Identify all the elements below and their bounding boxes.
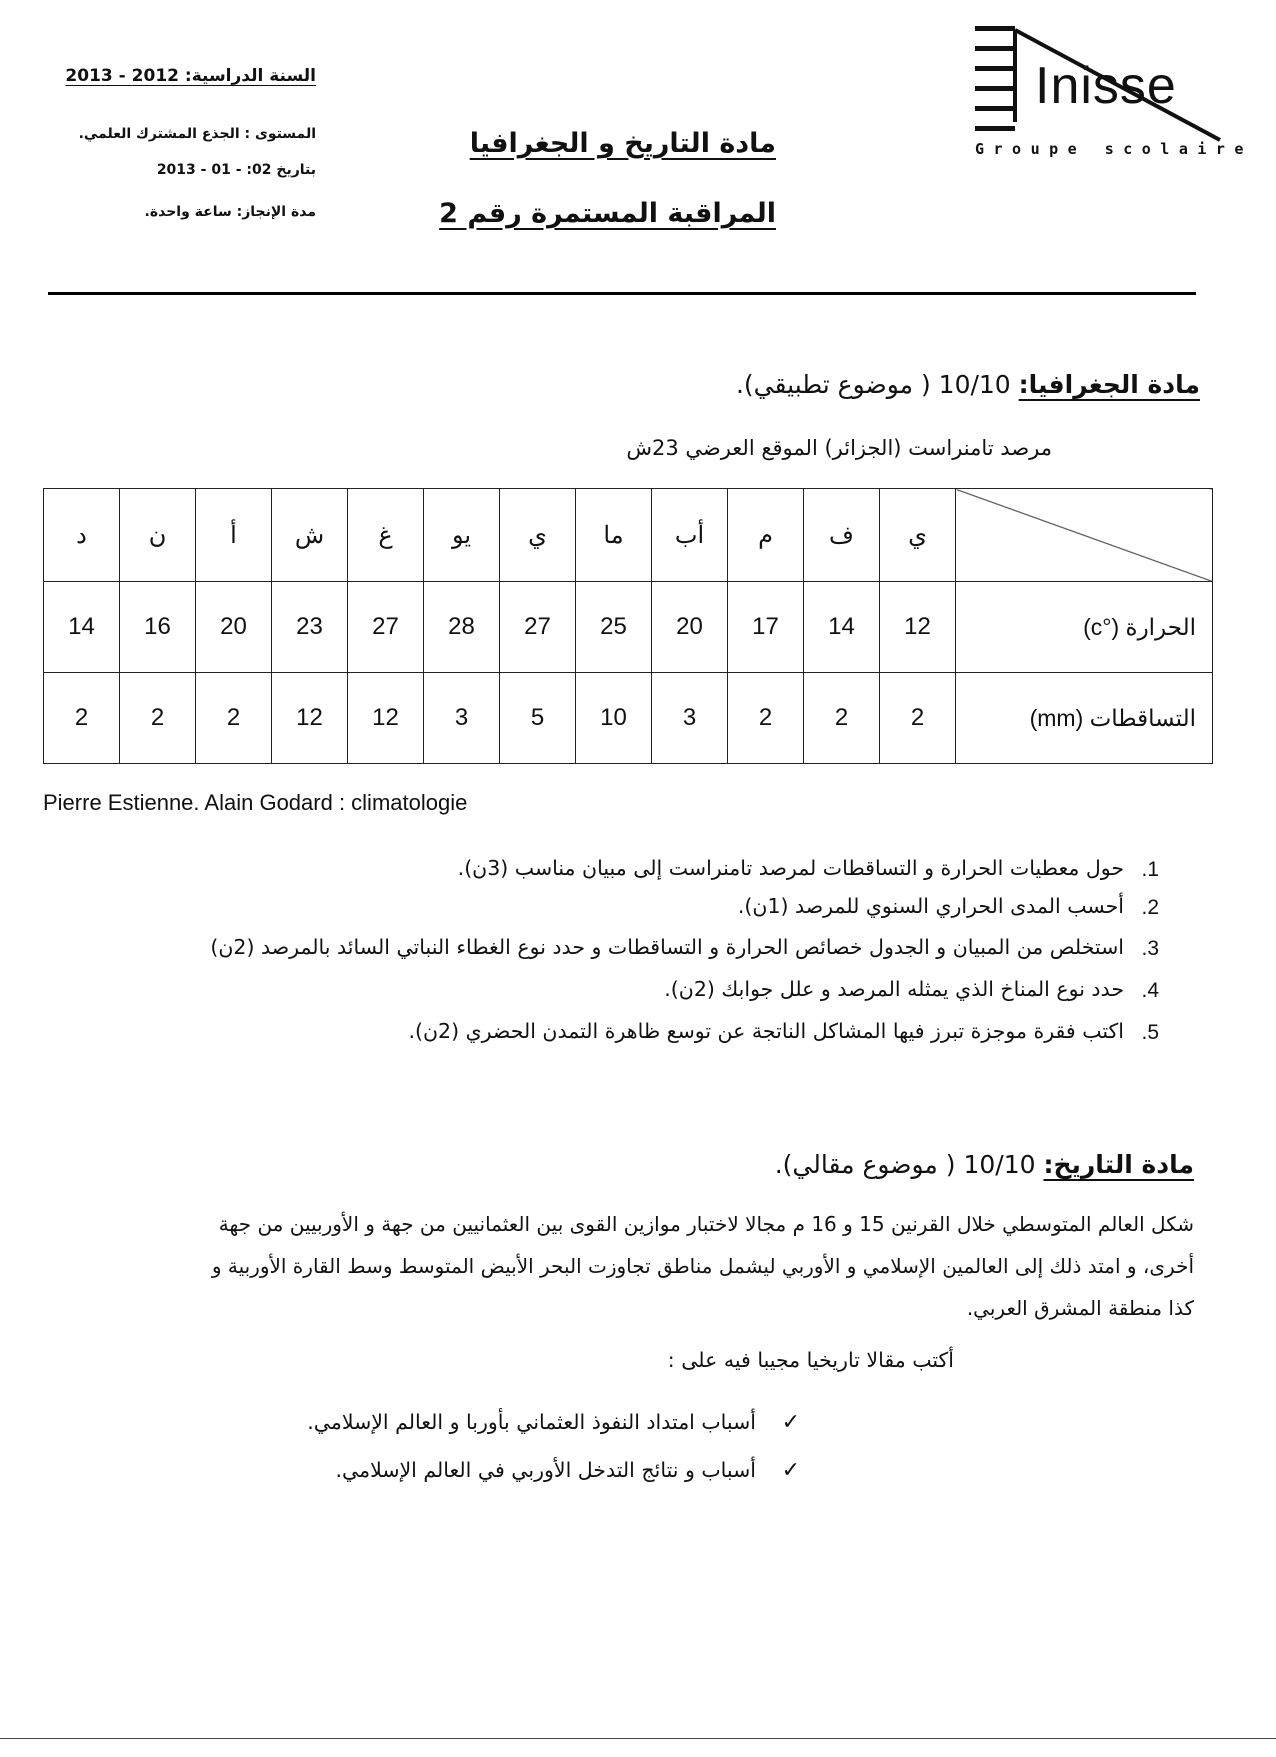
climate-table [43,488,1213,764]
table-cell: 12 [348,673,424,764]
school-year: السنة الدراسية: 2012 - 2013 [65,66,316,86]
history-heading-label: مادة التاريخ: [1043,1150,1194,1179]
exam-date: بتاريخ 02: - 01 - 2013 [156,162,316,178]
logo-wordmark: Inisse [1035,57,1177,115]
geography-heading [736,370,1200,399]
row-label-temperature: الحرارة (°c) [956,582,1213,673]
table-cell: 3 [652,673,728,764]
month-cell: ن [120,489,196,582]
month-cell: ش [272,489,348,582]
table-cell: 17 [728,582,804,673]
month-cell: يو [424,489,500,582]
table-cell: 10 [576,673,652,764]
history-paragraph-line: شكل العالم المتوسطي خلال القرنين 15 و 16 م مجالا لاختبار موازين القوى بين العثمانيين من جهة و الأوربيين من جهة [218,1212,1194,1236]
table-cell: 27 [500,582,576,673]
month-cell: أ [196,489,272,582]
essay-point: أسباب امتداد النفوذ العثماني بأوربا و العالم الإسلامي. [307,1410,756,1434]
question-text: حول معطيات الحرارة و التساقطات لمرصد تامنراست إلى مبيان مناسب (3ن). [457,856,1124,880]
month-cell: ي [500,489,576,582]
table-row-precipitation [44,673,1213,764]
history-heading [775,1150,1194,1179]
question-text: اكتب فقرة موجزة تبرز فيها المشاكل الناتجة عن توسع ظاهرة التمدن الحضري (2ن). [408,1019,1124,1043]
month-cell: أب [652,489,728,582]
table-cell: 12 [880,582,956,673]
table-cell: 12 [272,673,348,764]
table-cell: 2 [804,673,880,764]
essay-point: أسباب و نتائج التدخل الأوربي في العالم الإسلامي. [335,1458,756,1482]
table-cell: 25 [576,582,652,673]
table-cell: 2 [880,673,956,764]
table-cell: 20 [196,582,272,673]
month-cell: د [44,489,120,582]
question-text: استخلص من المبيان و الجدول خصائص الحرارة و التساقطات و حدد نوع الغطاء النباتي السائد بالمرصد (2ن) [210,935,1124,959]
table-cell: 20 [652,582,728,673]
geography-heading-label: مادة الجغرافيا: [1018,370,1200,399]
logo-tagline: Groupe scolaire [975,140,1253,158]
table-cell: 5 [500,673,576,764]
check-icon: ✓ [781,1458,800,1483]
table-corner-cell [956,489,1213,582]
test-title: المراقبة المستمرة رقم 2 [439,198,776,229]
question-number: .3 [1141,937,1159,960]
month-cell: م [728,489,804,582]
row-label-precipitation: التساقطات (mm) [956,673,1213,764]
table-header-row [44,489,1213,582]
check-icon: ✓ [781,1410,800,1435]
essay-instruction: أكتب مقالا تاريخيا مجيبا فيه على : [667,1348,954,1372]
history-heading-score: 10/10 ( موضوع مقالي). [774,1150,1044,1179]
table-cell: 28 [424,582,500,673]
table-cell: 14 [44,582,120,673]
table-cell: 3 [424,673,500,764]
history-paragraph-line: كذا منطقة المشرق العربي. [966,1296,1194,1320]
table-cell: 2 [44,673,120,764]
exam-duration: مدة الإنجاز: ساعة واحدة. [144,204,316,220]
month-cell: غ [348,489,424,582]
table-source: Pierre Estienne. Alain Godard : climatologie [43,790,468,815]
month-cell: ي [880,489,956,582]
station-caption: مرصد تامنراست (الجزائر) الموقع العرضي 23ش [626,436,1052,460]
question-text: أحسب المدى الحراري السنوي للمرصد (1ن). [737,894,1124,918]
month-cell: ف [804,489,880,582]
question-number: .4 [1141,979,1159,1002]
question-number: .2 [1141,896,1159,919]
month-cell: ما [576,489,652,582]
table-cell: 14 [804,582,880,673]
table-cell: 23 [272,582,348,673]
level: المستوى : الجذع المشترك العلمي. [78,126,316,142]
table-cell: 27 [348,582,424,673]
page-title: مادة التاريخ و الجغرافيا [469,128,776,159]
geography-heading-score: 10/10 ( موضوع تطبيقي). [735,370,1019,399]
footer-divider [0,1738,1276,1739]
history-paragraph-line: أخرى، و امتد ذلك إلى العالمين الإسلامي و الأوربي ليشمل مناطق تجاوزت البحر الأبيض المتوسط وسط القارة الأوربية و [211,1254,1194,1278]
table-cell: 2 [120,673,196,764]
table-cell: 16 [120,582,196,673]
question-number: .1 [1141,858,1159,881]
table-cell: 2 [196,673,272,764]
table-row-temperature [44,582,1213,673]
question-text: حدد نوع المناخ الذي يمثله المرصد و علل جوابك (2ن). [664,977,1124,1001]
table-cell: 2 [728,673,804,764]
header-divider [48,292,1196,295]
question-number: .5 [1141,1021,1159,1044]
